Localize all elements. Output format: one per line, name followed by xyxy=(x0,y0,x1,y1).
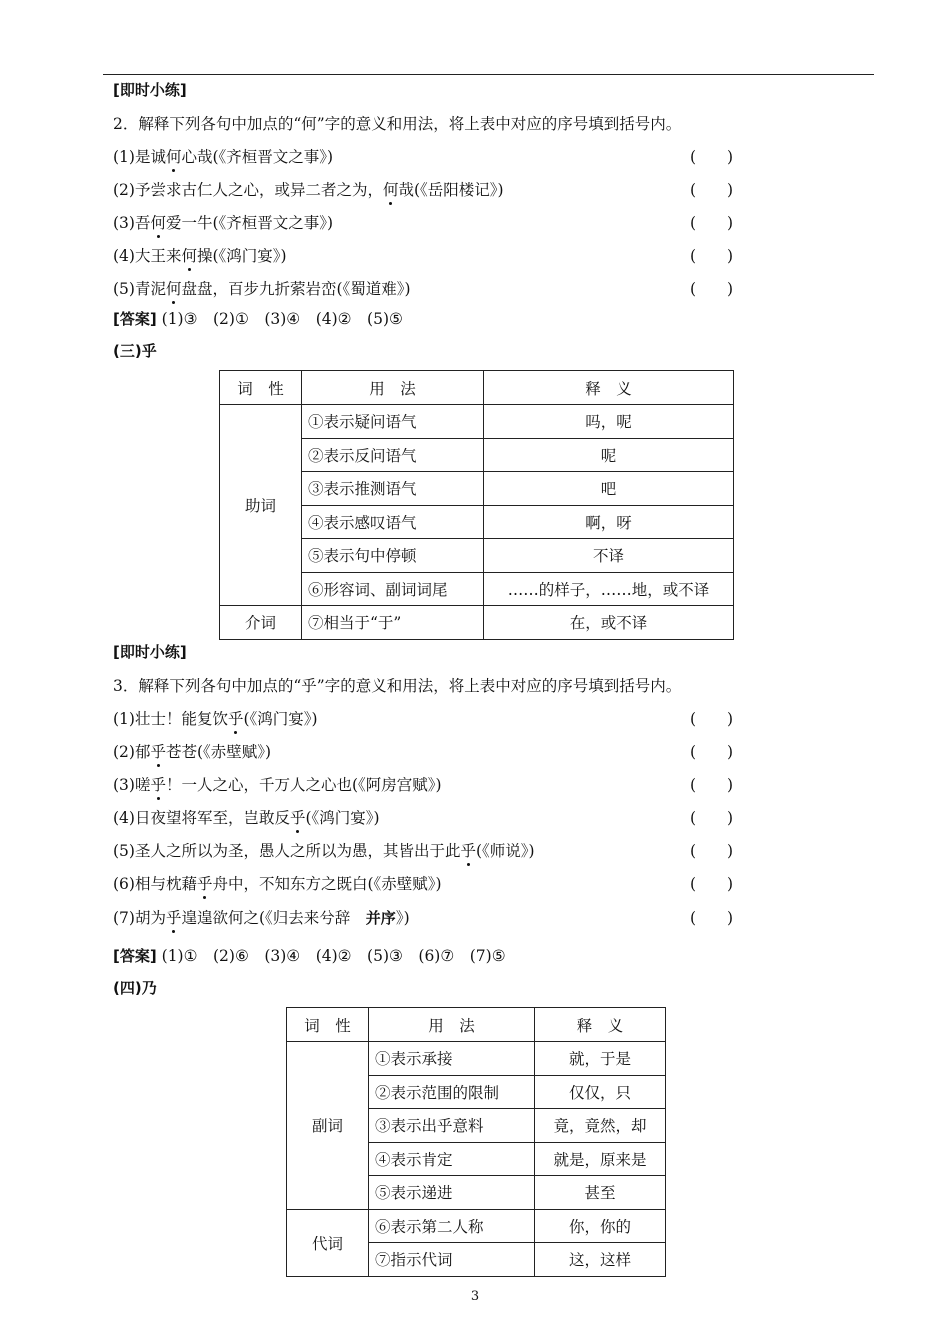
dotted-character: 乎 xyxy=(460,839,476,861)
meaning-cell: 不译 xyxy=(484,539,734,573)
usage-cell: ⑤表示递进 xyxy=(369,1176,535,1210)
item-text: (5)青泥 xyxy=(113,280,166,298)
question-item xyxy=(113,707,318,729)
item-text: 心哉(《齐桓晋文之事》) xyxy=(181,148,334,166)
dotted-character: 何 xyxy=(383,178,399,200)
usage-cell: ④表示肯定 xyxy=(369,1142,535,1176)
meaning-cell: 吧 xyxy=(484,472,734,506)
item-text: (4)日夜望将军至，岂敢反 xyxy=(113,809,290,827)
item-text: 苍苍(《赤壁赋》) xyxy=(165,743,272,761)
header-pos: 词 性 xyxy=(220,371,302,405)
usage-cell: ⑥表示第二人称 xyxy=(369,1209,535,1243)
hu-usage-table xyxy=(219,370,734,640)
usage-cell: ②表示反问语气 xyxy=(302,438,484,472)
table-row xyxy=(220,606,734,640)
header-pos: 词 性 xyxy=(287,1008,369,1042)
header-meaning: 释 义 xyxy=(535,1008,666,1042)
item-text: (3)吾 xyxy=(113,214,151,232)
answer-blank: ( ) xyxy=(690,181,734,199)
answer-blank: ( ) xyxy=(690,776,734,794)
usage-cell: ①表示疑问语气 xyxy=(302,405,484,439)
answer-blank: ( ) xyxy=(690,875,734,893)
meaning-cell: 就是，原来是 xyxy=(535,1142,666,1176)
quick-practice-label: [即时小练] xyxy=(113,643,187,661)
usage-cell: ②表示范围的限制 xyxy=(369,1075,535,1109)
dotted-character: 乎 xyxy=(150,773,166,795)
answer-label: [答案] xyxy=(113,310,157,328)
item-text: (1)壮士！能复饮 xyxy=(113,710,228,728)
item-text: 哉(《岳阳楼记》) xyxy=(398,181,504,199)
usage-cell: ③表示出乎意料 xyxy=(369,1109,535,1143)
answer-blank: ( ) xyxy=(690,909,734,927)
header-meaning: 释 义 xyxy=(484,371,734,405)
question-item xyxy=(113,872,442,894)
answer-blank: ( ) xyxy=(690,214,734,232)
question-item xyxy=(113,211,333,233)
item-text: ！一人之心，千万人之心也(《阿房宫赋》) xyxy=(165,776,442,794)
question-item xyxy=(113,906,410,928)
question-item xyxy=(113,839,535,861)
question-item xyxy=(113,740,271,762)
question-item xyxy=(113,178,504,200)
item-text: (《师说》) xyxy=(475,842,535,860)
section-heading-hu: (三)乎 xyxy=(113,342,157,360)
meaning-cell: 呢 xyxy=(484,438,734,472)
usage-cell: ⑥形容词、副词词尾 xyxy=(302,572,484,606)
item-text: 遑遑欲何之(《归去来兮辞 xyxy=(181,909,366,927)
meaning-cell: 就，于是 xyxy=(535,1042,666,1076)
header-usage: 用 法 xyxy=(302,371,484,405)
header-rule xyxy=(103,74,874,75)
meaning-cell: 在，或不译 xyxy=(484,606,734,640)
part-of-speech-cell: 助词 xyxy=(220,405,302,606)
usage-cell: ④表示感叹语气 xyxy=(302,505,484,539)
usage-cell: ⑦相当于“于” xyxy=(302,606,484,640)
part-of-speech-cell: 副词 xyxy=(287,1042,369,1210)
dotted-character: 何 xyxy=(166,277,182,299)
meaning-cell: ……的样子，……地，或不译 xyxy=(484,572,734,606)
question-item xyxy=(113,773,442,795)
answer-text: (1)③ (2)① (3)④ (4)② (5)⑤ xyxy=(156,310,403,328)
header-usage: 用 法 xyxy=(369,1008,535,1042)
item-text: 并序 xyxy=(365,909,396,927)
dotted-character: 何 xyxy=(181,244,197,266)
dotted-character: 乎 xyxy=(228,707,244,729)
part-of-speech-cell: 介词 xyxy=(220,606,302,640)
item-text: (《鸿门宴》) xyxy=(243,710,318,728)
item-text: 舟中，不知东方之既白(《赤壁赋》) xyxy=(212,875,442,893)
item-text: (2)予尝求古仁人之心，或异二者之为， xyxy=(113,181,383,199)
question-item xyxy=(113,244,287,266)
answer-blank: ( ) xyxy=(690,743,734,761)
meaning-cell: 仅仅，只 xyxy=(535,1075,666,1109)
quick-practice-label: [即时小练] xyxy=(113,81,187,99)
answer-text: (1)① (2)⑥ (3)④ (4)② (5)③ (6)⑦ (7)⑤ xyxy=(156,947,506,965)
item-text: 操(《鸿门宴》) xyxy=(196,247,287,265)
answer-blank: ( ) xyxy=(690,280,734,298)
question-3-prompt: 3．解释下列各句中加点的“乎”字的意义和用法，将上表中对应的序号填到括号内。 xyxy=(113,677,682,695)
question-2-prompt: 2．解释下列各句中加点的“何”字的意义和用法，将上表中对应的序号填到括号内。 xyxy=(113,115,682,133)
meaning-cell: 甚至 xyxy=(535,1176,666,1210)
dotted-character: 乎 xyxy=(150,740,166,762)
table-row xyxy=(287,1209,666,1243)
table-row xyxy=(220,405,734,439)
part-of-speech-cell: 代词 xyxy=(287,1209,369,1276)
meaning-cell: 啊，呀 xyxy=(484,505,734,539)
item-text: (《鸿门宴》) xyxy=(305,809,380,827)
usage-cell: ⑤表示句中停顿 xyxy=(302,539,484,573)
answer-line-q3 xyxy=(113,944,506,966)
section-heading-nai: (四)乃 xyxy=(113,979,157,997)
nai-usage-table xyxy=(286,1007,666,1277)
meaning-cell: 这，这样 xyxy=(535,1243,666,1277)
meaning-cell: 你，你的 xyxy=(535,1209,666,1243)
answer-line-q2 xyxy=(113,307,403,329)
question-item xyxy=(113,277,411,299)
usage-cell: ①表示承接 xyxy=(369,1042,535,1076)
item-text: (3)嗟 xyxy=(113,776,151,794)
item-text: (7)胡为 xyxy=(113,909,166,927)
usage-cell: ③表示推测语气 xyxy=(302,472,484,506)
meaning-cell: 竟，竟然，却 xyxy=(535,1109,666,1143)
item-text: 爱一牛(《齐桓晋文之事》) xyxy=(165,214,334,232)
table-row xyxy=(287,1042,666,1076)
item-text: (5)圣人之所以为圣，愚人之所以为愚，其皆出于此 xyxy=(113,842,461,860)
answer-blank: ( ) xyxy=(690,842,734,860)
question-item xyxy=(113,145,333,167)
answer-blank: ( ) xyxy=(690,148,734,166)
item-text: (1)是诚 xyxy=(113,148,166,166)
item-text: 》) xyxy=(395,909,410,927)
item-text: (6)相与枕藉 xyxy=(113,875,197,893)
item-text: (4)大王来 xyxy=(113,247,182,265)
answer-blank: ( ) xyxy=(690,809,734,827)
meaning-cell: 吗，呢 xyxy=(484,405,734,439)
page-number: 3 xyxy=(470,1289,480,1304)
dotted-character: 乎 xyxy=(166,906,182,928)
dotted-character: 何 xyxy=(150,211,166,233)
dotted-character: 乎 xyxy=(197,872,213,894)
answer-blank: ( ) xyxy=(690,247,734,265)
question-item xyxy=(113,806,380,828)
table-header-row xyxy=(287,1008,666,1042)
dotted-character: 乎 xyxy=(290,806,306,828)
answer-blank: ( ) xyxy=(690,710,734,728)
usage-cell: ⑦指示代词 xyxy=(369,1243,535,1277)
item-text: 盘盘，百步九折萦岩峦(《蜀道难》) xyxy=(181,280,411,298)
dotted-character: 何 xyxy=(166,145,182,167)
table-header-row xyxy=(220,371,734,405)
item-text: (2)郁 xyxy=(113,743,151,761)
answer-label: [答案] xyxy=(113,947,157,965)
